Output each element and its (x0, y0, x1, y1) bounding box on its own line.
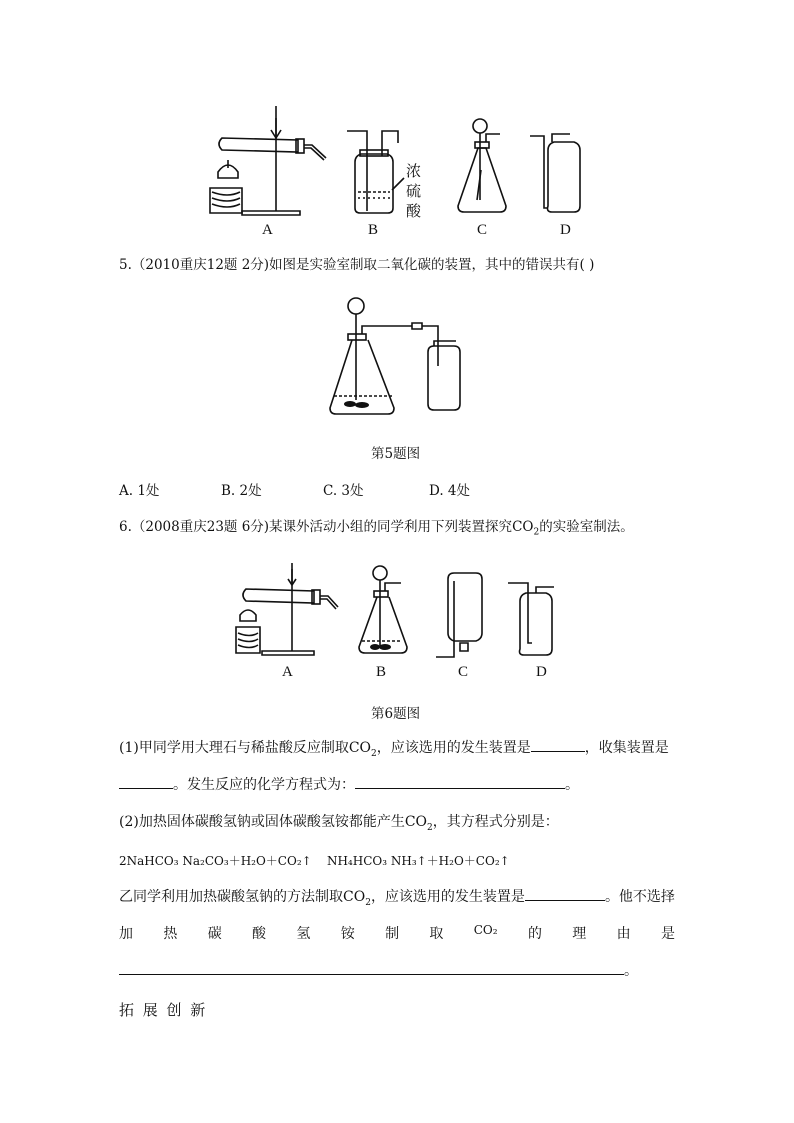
spread-char: CO₂ (473, 923, 498, 937)
q5-caption: 第5题图 (371, 446, 421, 462)
fig4-label-a: A (262, 222, 273, 238)
fig4-apparatus (200, 100, 600, 240)
q6-stem-post: 的实验室制法。 (539, 519, 634, 535)
q5-option-b: B. 2处 (221, 483, 262, 499)
equation-nahco3: 2NaHCO₃ Na₂CO₃＋H₂O＋CO₂↑ (119, 854, 312, 868)
fig6-label-c: C (458, 664, 469, 680)
q6-p1-text-a: (1)甲同学用大理石与稀盐酸反应制取CO (119, 740, 372, 756)
fig4-acid-char-3: 酸 (406, 204, 422, 220)
spread-char: 碳 (207, 926, 222, 942)
q6-reason-line (119, 960, 638, 980)
q6-p1-text-d: 。发生反应的化学方程式为： (173, 777, 355, 793)
q6-stem-co2: CO (512, 519, 534, 535)
answer-blank-collector[interactable] (119, 774, 173, 789)
fig4-label-b: B (368, 222, 379, 238)
q6-p3-text-c: 。他不选择 (604, 889, 675, 905)
q5-stem: 5.（2010重庆12题 2分)如图是实验室制取二氧化碳的装置，其中的错误共有( ) (119, 257, 595, 273)
spread-char: 铵 (340, 926, 355, 942)
q6-equations (119, 852, 510, 869)
answer-blank-reason[interactable] (119, 960, 624, 975)
fig4-label-c: C (477, 222, 488, 238)
q6-part2-line2: 乙同学利用加热碳酸氢钠的方法制取$CO_2$，应该选用的发生装置是 。他不选择 (119, 886, 675, 913)
spread-char: 热 (163, 926, 178, 942)
spread-char: 的 (527, 926, 542, 942)
q6-p2-text-b: ，其方程式分别是： (432, 814, 559, 830)
q6-stem-sub: 2 (533, 527, 540, 538)
q6-stem-pre: 6.（2008重庆23题 6分)某课外活动小组的同学利用下列装置探究 (119, 519, 513, 535)
section-heading: 拓 展 创 新 (119, 1001, 208, 1019)
q6-end-mark: 。 (624, 963, 638, 979)
q6-caption: 第6题图 (371, 706, 421, 722)
answer-blank-equation[interactable] (355, 774, 565, 789)
spread-char: 加 (119, 926, 133, 942)
fig6-apparatus (230, 555, 570, 683)
q5-option-d: D. 4处 (429, 483, 471, 499)
fig4-acid-char-2: 硫 (406, 184, 422, 200)
spread-char: 酸 (252, 926, 267, 942)
answer-blank-generator-2[interactable] (525, 886, 605, 901)
q6-p2-text-a: (2)加热固体碳酸氢钠或固体碳酸氢铵都能产生CO (119, 814, 428, 830)
spread-char: 是 (660, 926, 675, 942)
spread-char: 制 (385, 926, 400, 942)
answer-blank-generator[interactable] (531, 737, 585, 752)
fig4-label-d: D (560, 222, 571, 238)
q6-p1-text-b: ，应该选用的发生装置是 (376, 740, 531, 756)
spread-char: 取 (429, 926, 444, 942)
q6-part2-line1: (2)加热固体碳酸氢钠或固体碳酸氢铵都能产生$CO_2$，其方程式分别是： (119, 814, 559, 833)
fig5-apparatus (320, 292, 480, 422)
spread-char: 氢 (296, 926, 311, 942)
fig6-label-b: B (376, 664, 387, 680)
q6-p1-text-e: 。 (565, 777, 579, 793)
q6-part1-line2 (119, 774, 579, 795)
fig6-label-a: A (282, 664, 293, 680)
q6-part1-line1: (1)甲同学用大理石与稀盐酸反应制取$CO_2$，应该选用的发生装置是 ，收集装置是 (119, 737, 669, 764)
spread-char: 由 (616, 926, 631, 942)
fig4-acid-char-1: 浓 (406, 164, 422, 180)
q5-option-c: C. 3处 (323, 483, 364, 499)
fig6-label-d: D (536, 664, 547, 680)
q5-option-a: A. 1处 (119, 483, 160, 499)
equation-nh4hco3: NH₄HCO₃ NH₃↑＋H₂O＋CO₂↑ (326, 854, 510, 868)
spread-char: 理 (572, 926, 587, 942)
q6-p3-text-a: 乙同学利用加热碳酸氢钠的方法制取CO (119, 889, 366, 905)
q6-part2-line3 (119, 923, 675, 943)
q6-p3-text-b: ，应该选用的发生装置是 (370, 889, 525, 905)
q6-p1-text-c: ，收集装置是 (584, 740, 669, 756)
q6-stem (119, 517, 634, 543)
